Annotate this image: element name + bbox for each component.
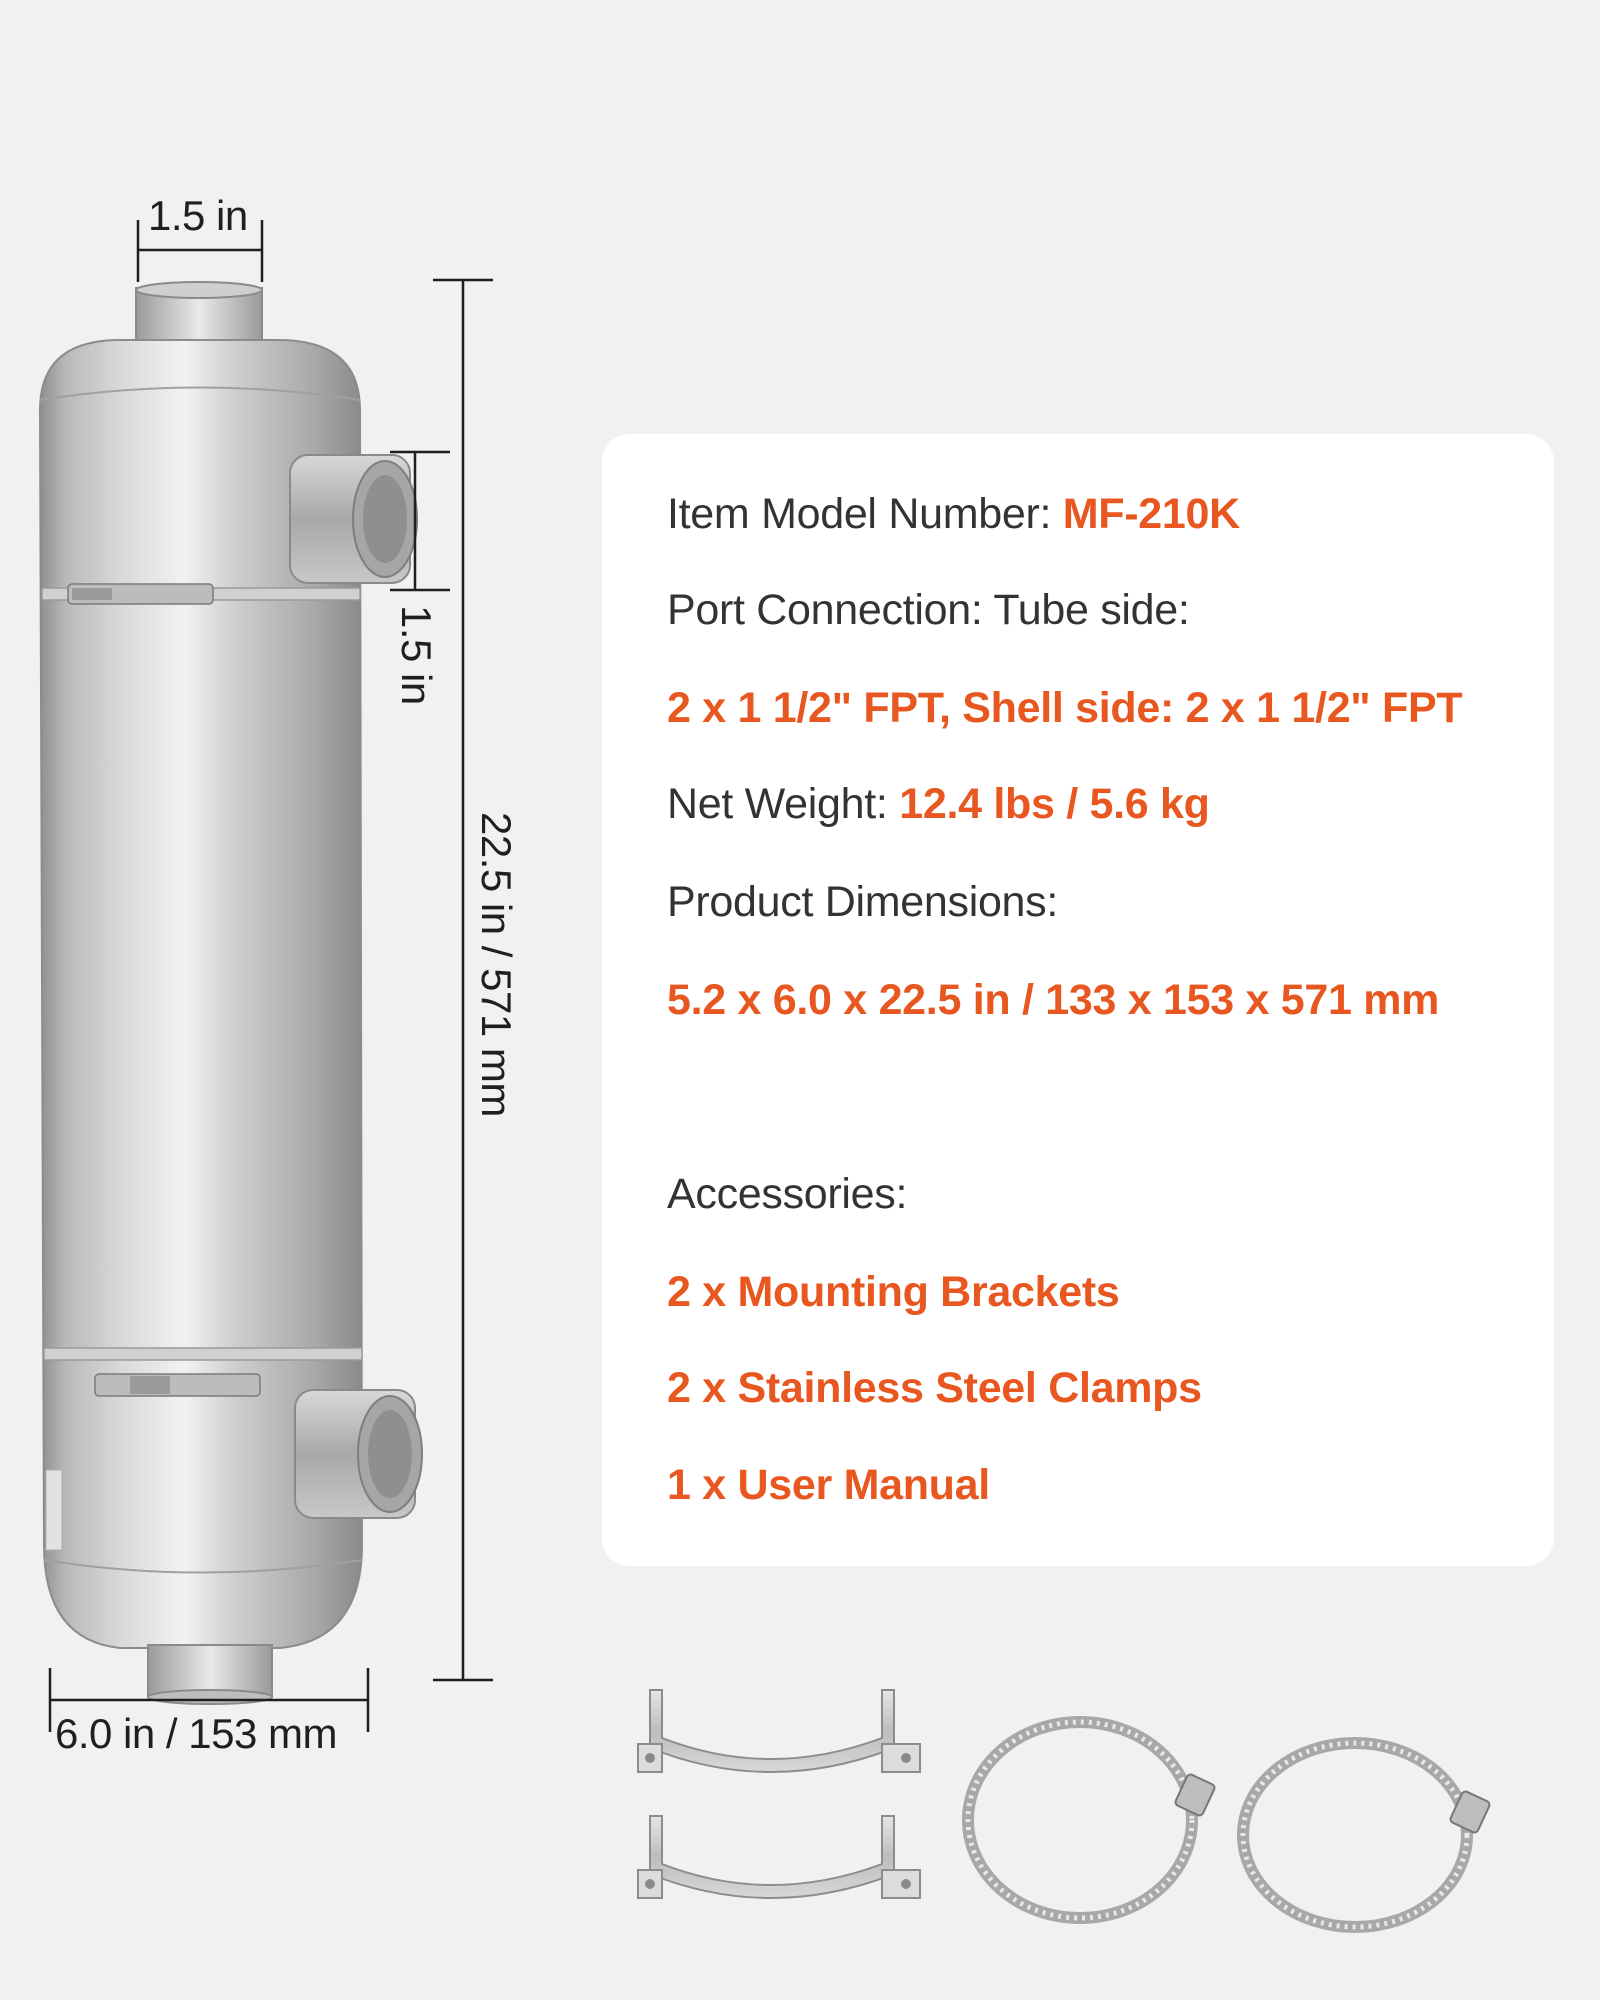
spec-card [602, 434, 1554, 1566]
accessories-illustration [620, 1660, 1520, 1960]
accessories-label: Accessories: [667, 1170, 908, 1218]
mounting-bracket-icon [638, 1816, 920, 1898]
model-value: MF-210K [1062, 490, 1240, 538]
dimensions-value: 5.2 x 6.0 x 22.5 in / 133 x 153 x 571 mm [667, 976, 1440, 1024]
weight-value: 12.4 lbs / 5.6 kg [899, 780, 1210, 828]
hose-clamp-icon [1243, 1743, 1491, 1927]
accessory-item: 2 x Mounting Brackets [667, 1268, 1120, 1316]
lower-side-port [295, 1390, 422, 1518]
accessory-item: 1 x User Manual [667, 1461, 990, 1509]
dimensions-label: Product Dimensions: [667, 878, 1059, 926]
weight-line [667, 780, 1210, 829]
total-height-label: 22.5 in / 571 mm [473, 812, 520, 1117]
mounting-bracket-icon [638, 1690, 920, 1772]
upper-side-port [290, 455, 417, 583]
model-line [667, 490, 1240, 539]
weight-label: Net Weight: [667, 780, 900, 828]
port-connection-label: Port Connection: Tube side: [667, 586, 1190, 634]
product-label-sticker [46, 1470, 62, 1550]
model-label: Item Model Number: [667, 490, 1063, 538]
body-width-label: 6.0 in / 153 mm [55, 1710, 337, 1757]
port-connection-value: 2 x 1 1/2" FPT, Shell side: 2 x 1 1/2" FPT [667, 684, 1463, 732]
accessory-item: 2 x Stainless Steel Clamps [667, 1364, 1202, 1412]
top-port-width-label: 1.5 in [148, 192, 248, 239]
hose-clamp-icon [968, 1722, 1216, 1918]
side-port-height-label: 1.5 in [393, 605, 440, 705]
